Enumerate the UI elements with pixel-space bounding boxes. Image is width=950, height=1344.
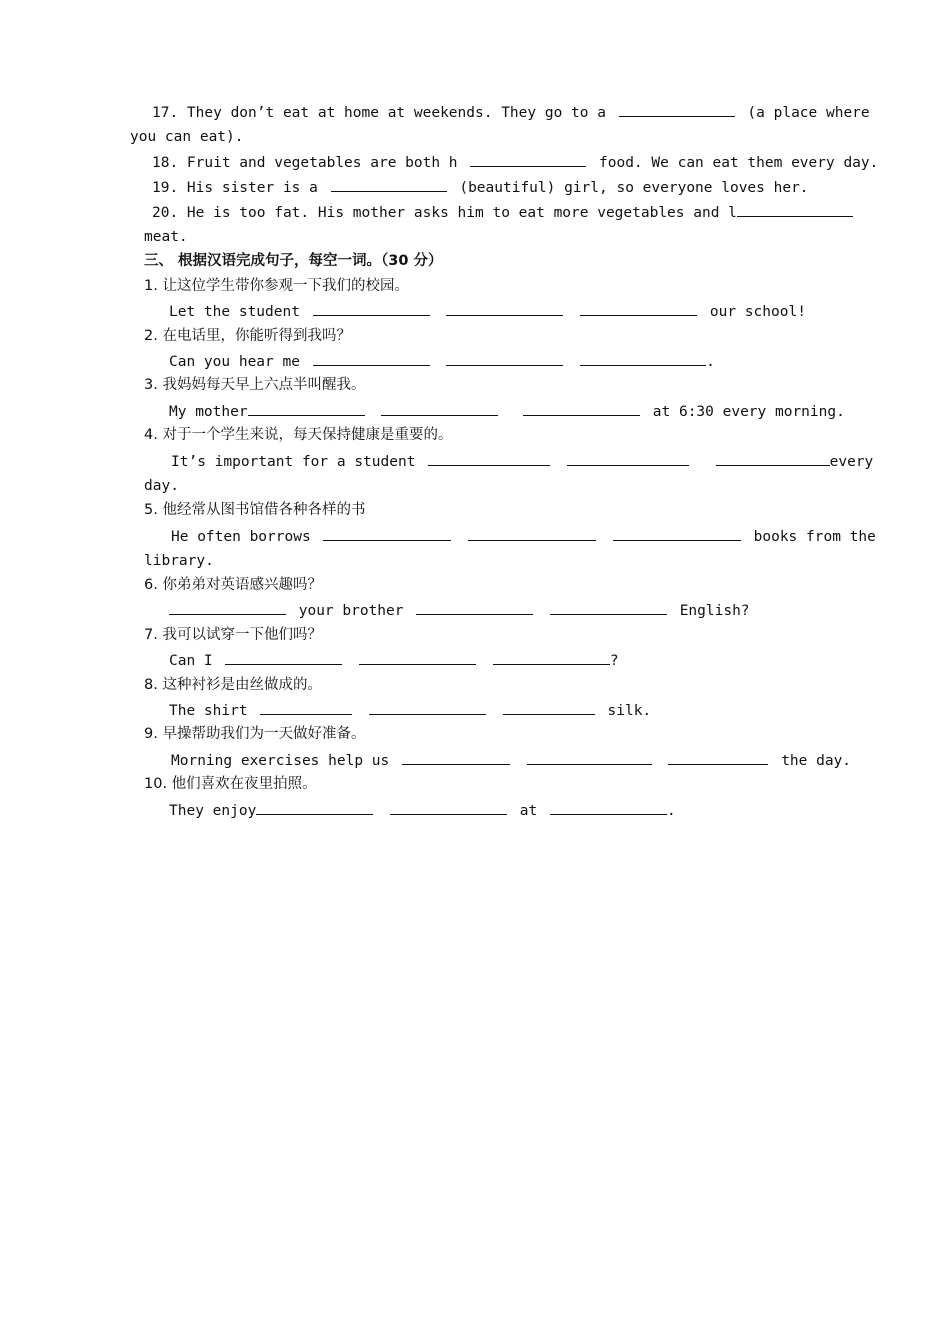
question-17: [152, 102, 870, 123]
answer-blank[interactable]: [503, 700, 595, 715]
sentence-text: English?: [679, 603, 750, 619]
question-text: 17. They don’t eat at home at weekends. They go to a: [152, 105, 606, 121]
sentence-text: The shirt: [169, 703, 248, 719]
item-4-cont: day.: [144, 478, 179, 494]
answer-blank[interactable]: [567, 451, 689, 466]
item-6-chinese: 6. 你弟弟对英语感兴趣吗？: [144, 577, 322, 593]
question-20-cont: meat.: [144, 229, 188, 245]
sentence-text: your brother: [298, 603, 404, 619]
question-text: food. We can eat them every day.: [599, 155, 879, 171]
item-8-chinese: 8. 这种衬衫是由丝做成的。: [144, 677, 322, 693]
question-text: (beautiful) girl, so everyone loves her.: [459, 180, 809, 196]
sentence-text: silk.: [607, 703, 652, 719]
sentence-text: .: [666, 803, 676, 819]
answer-blank[interactable]: [416, 600, 533, 615]
item-3-chinese: 3. 我妈妈每天早上六点半叫醒我。: [144, 377, 366, 393]
sentence-text: They enjoy: [169, 803, 257, 819]
item-3-english: [169, 401, 845, 422]
item-7-chinese: 7. 我可以试穿一下他们吗？: [144, 627, 322, 643]
item-5-english: [171, 526, 876, 547]
answer-blank[interactable]: [580, 301, 697, 316]
answer-blank[interactable]: [428, 451, 550, 466]
answer-blank[interactable]: [527, 750, 652, 765]
item-9-english: [171, 750, 851, 771]
sentence-text: at: [519, 803, 538, 819]
answer-blank[interactable]: [493, 650, 610, 665]
item-5-cont: library.: [144, 553, 214, 569]
sentence-text: at 6:30 every morning.: [652, 404, 845, 420]
answer-blank[interactable]: [613, 526, 741, 541]
item-2-chinese: 2. 在电话里，你能听得到我吗？: [144, 328, 351, 344]
item-6-english: [169, 600, 750, 621]
answer-blank[interactable]: [716, 451, 830, 466]
item-4-english: [171, 451, 873, 472]
answer-blank[interactable]: [470, 152, 586, 167]
item-4-chinese: 4. 对于一个学生来说，每天保持健康是重要的。: [144, 427, 453, 443]
sentence-text: Morning exercises help us: [171, 753, 390, 769]
question-text: 20. He is too fat. His mother asks him to eat more vegetables and l: [152, 205, 737, 221]
answer-blank[interactable]: [619, 102, 735, 117]
sentence-text: books from the: [753, 529, 876, 545]
answer-blank[interactable]: [256, 800, 373, 815]
sentence-text: My mother: [169, 404, 248, 420]
sentence-text: He often borrows: [171, 529, 311, 545]
answer-blank[interactable]: [446, 351, 563, 366]
sentence-text: our school!: [709, 304, 806, 320]
answer-blank[interactable]: [331, 177, 447, 192]
answer-blank[interactable]: [523, 401, 640, 416]
question-17-cont: you can eat).: [130, 129, 244, 145]
question-19: [152, 177, 809, 198]
answer-blank[interactable]: [381, 401, 498, 416]
question-20: [152, 202, 857, 223]
answer-blank[interactable]: [313, 351, 430, 366]
answer-blank[interactable]: [402, 750, 510, 765]
sentence-text: Let the student: [169, 304, 300, 320]
answer-blank[interactable]: [248, 401, 365, 416]
answer-blank[interactable]: [390, 800, 507, 815]
answer-blank[interactable]: [169, 600, 286, 615]
item-2-english: [169, 351, 715, 372]
answer-blank[interactable]: [225, 650, 342, 665]
answer-blank[interactable]: [668, 750, 768, 765]
sentence-text: every: [829, 454, 874, 470]
answer-blank[interactable]: [313, 301, 430, 316]
question-text: 18. Fruit and vegetables are both h: [152, 155, 458, 171]
answer-blank[interactable]: [550, 600, 667, 615]
answer-blank[interactable]: [446, 301, 563, 316]
answer-blank[interactable]: [260, 700, 352, 715]
answer-blank[interactable]: [468, 526, 596, 541]
sentence-text: ?: [609, 653, 619, 669]
sentence-text: It’s important for a student: [171, 454, 416, 470]
section-heading: 三、 根据汉语完成句子，每空一词。（30 分）: [144, 253, 443, 269]
sentence-text: .: [706, 354, 715, 370]
item-1-chinese: 1. 让这位学生带你参观一下我们的校园。: [144, 278, 409, 294]
answer-blank[interactable]: [737, 202, 853, 217]
answer-blank[interactable]: [550, 800, 667, 815]
question-text: (a place where: [747, 105, 870, 121]
item-10-english: [169, 800, 676, 821]
item-9-chinese: 9. 早操帮助我们为一天做好准备。: [144, 726, 366, 742]
item-8-english: [169, 700, 651, 721]
answer-blank[interactable]: [323, 526, 451, 541]
sentence-text: Can you hear me: [169, 354, 300, 370]
question-text: 19. His sister is a: [152, 180, 318, 196]
item-5-chinese: 5. 他经常从图书馆借各种各样的书: [144, 502, 366, 518]
item-1-english: [169, 301, 806, 322]
sentence-text: Can I: [169, 653, 213, 669]
sentence-text: the day.: [781, 753, 852, 769]
answer-blank[interactable]: [580, 351, 706, 366]
answer-blank[interactable]: [359, 650, 476, 665]
answer-blank[interactable]: [369, 700, 486, 715]
item-7-english: [169, 650, 619, 671]
question-18: [152, 152, 878, 173]
item-10-chinese: 10. 他们喜欢在夜里拍照。: [144, 776, 317, 792]
